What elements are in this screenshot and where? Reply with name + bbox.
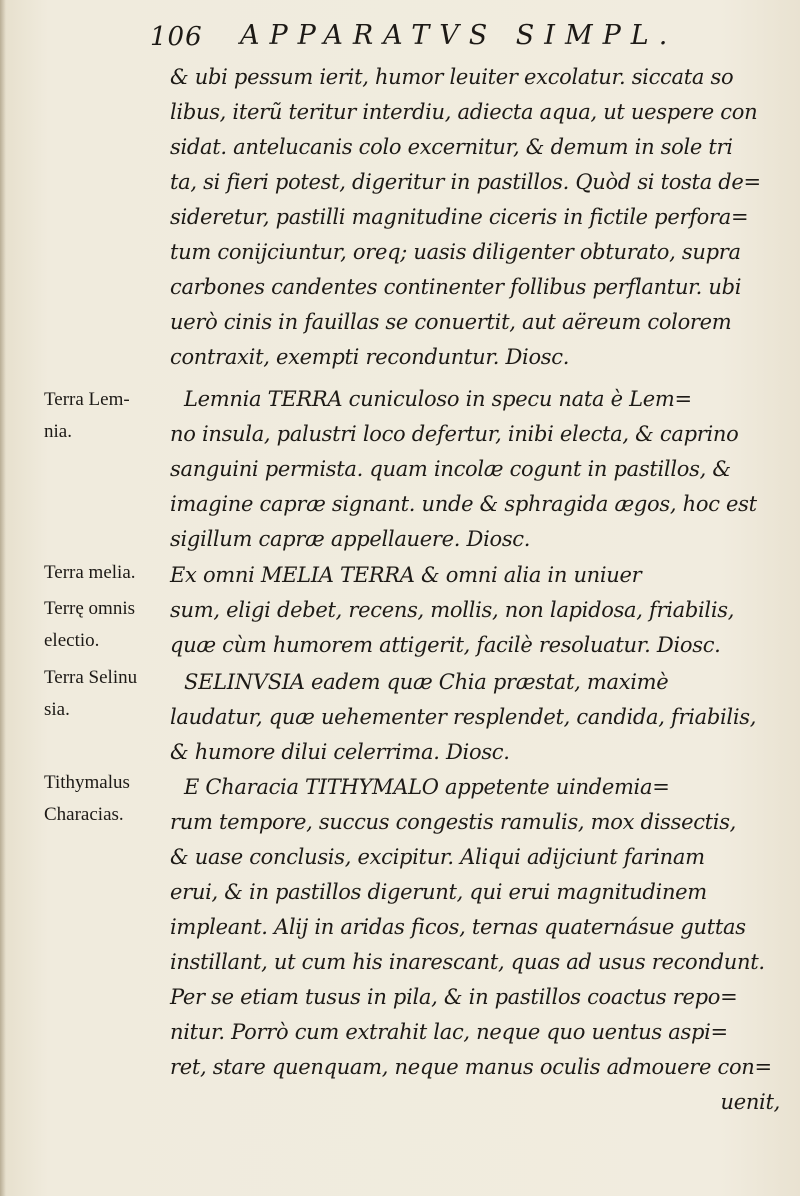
margin-note-terra-selinusia xyxy=(44,663,174,725)
margin-note-line: Terrę omnis xyxy=(44,598,136,619)
text-line: instillant, ut cum his inarescant, quas ad usus recondunt. xyxy=(170,950,765,974)
text-line: uerò cinis in fauillas se conuertit, aut aëreum colorem xyxy=(170,310,732,334)
margin-note-line: Terra Selinu xyxy=(44,667,138,688)
running-head: APPARATVS SIMPL. xyxy=(240,20,678,51)
text-line: impleant. Alij in aridas ficos, ternas quaternásue guttas xyxy=(170,915,746,939)
margin-note-line: Terra Lem- xyxy=(44,389,130,410)
text-line: SELINVSIA eadem quæ Chia præstat, maximè xyxy=(184,670,669,694)
text-line: & humore dilui celerrima. Diosc. xyxy=(170,740,510,764)
text-line: ret, stare quenquam, neque manus oculis admouere con= xyxy=(170,1055,772,1079)
text-line: & ubi pessum ierit, humor leuiter excolatur. siccata so xyxy=(170,65,734,89)
margin-note-line: sia. xyxy=(44,699,70,720)
page-number: 106 xyxy=(150,22,203,52)
margin-note-line: Characias. xyxy=(44,804,124,825)
text-line: imagine capræ signant. unde & sphragida ægos, hoc est xyxy=(170,492,757,516)
text-line: contraxit, exempti reconduntur. Diosc. xyxy=(170,345,570,369)
text-line: rum tempore, succus congestis ramulis, mox dissectis, xyxy=(170,810,737,834)
page-gutter-edge xyxy=(0,0,6,1196)
text-line: Ex omni MELIA TERRA & omni alia in uniuer xyxy=(170,563,642,587)
text-line: tum conijciuntur, oreq; uasis diligenter obturato, supra xyxy=(170,240,741,264)
text-line: sum, eligi debet, recens, mollis, non lapidosa, friabilis, xyxy=(170,598,735,622)
text-line: sanguini permista. quam incolæ cogunt in pastillos, & xyxy=(170,457,731,481)
text-line: Per se etiam tusus in pila, & in pastillos coactus repo= xyxy=(170,985,738,1009)
margin-note-terra-lemnia xyxy=(44,385,174,447)
margin-note-terra-melia xyxy=(44,558,174,588)
text-line: sigillum capræ appellauere. Diosc. xyxy=(170,527,531,551)
text-line: libus, iterũ teritur interdiu, adiecta aqua, ut uespere con xyxy=(170,100,758,124)
text-line: nitur. Porrò cum extrahit lac, neque quo uentus aspi= xyxy=(170,1020,728,1044)
text-line: & uase conclusis, excipitur. Aliqui adijciunt farinam xyxy=(170,845,705,869)
margin-note-line: Terra melia. xyxy=(44,562,136,583)
margin-note-line: electio. xyxy=(44,630,100,651)
margin-note-tithymalus xyxy=(44,768,174,830)
text-line: erui, & in pastillos digerunt, qui erui magnitudinem xyxy=(170,880,707,904)
text-line: carbones candentes continenter follibus perflantur. ubi xyxy=(170,275,742,299)
margin-note-terra-omnis xyxy=(44,594,174,656)
text-line: E Characia TITHYMALO appetente uindemia= xyxy=(184,775,670,799)
text-line: sidat. antelucanis colo excernitur, & demum in sole tri xyxy=(170,135,733,159)
catchword: uenit, xyxy=(720,1090,780,1114)
page-header xyxy=(140,18,700,58)
text-line: Lemnia TERRA cuniculoso in specu nata è Lem= xyxy=(184,387,692,411)
margin-note-line: Tithymalus xyxy=(44,772,130,793)
text-line: no insula, palustri loco defertur, inibi electa, & caprino xyxy=(170,422,739,446)
text-line: sideretur, pastilli magnitudine ciceris in fictile perfora= xyxy=(170,205,749,229)
text-line: ta, si fieri potest, digeritur in pastillos. Quòd si tosta de= xyxy=(170,170,761,194)
margin-note-line: nia. xyxy=(44,421,72,442)
text-line: laudatur, quæ uehementer resplendet, candida, friabilis, xyxy=(170,705,757,729)
text-line: quæ cùm humorem attigerit, facilè resoluatur. Diosc. xyxy=(170,633,721,657)
